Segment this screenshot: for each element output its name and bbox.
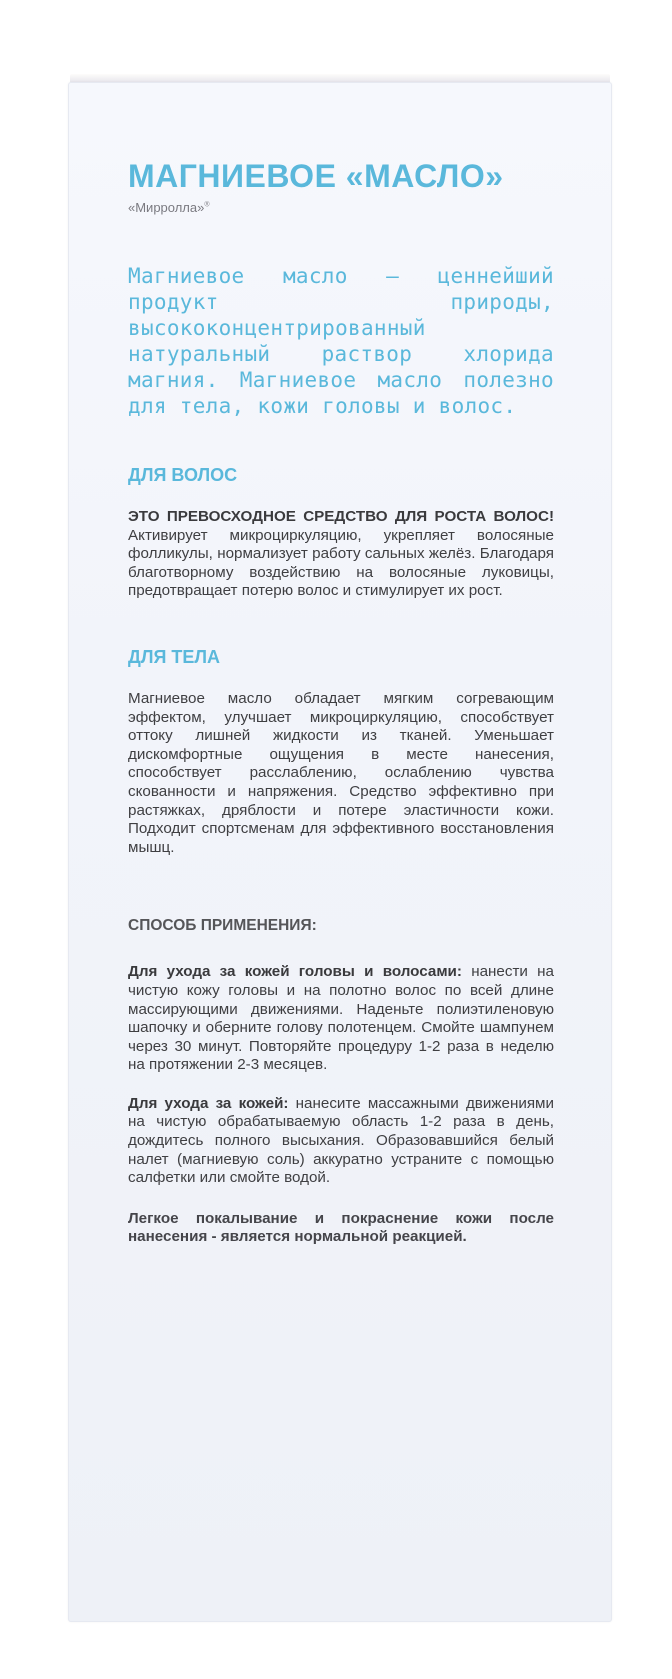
scalp-usage-text: нанести на чистую кожу головы и на полотно волос по всей длине массирующими движениями. Наденьте полиэтиленовую шапочку и оберните голову полотенцем. Смойте шампунем через 30 минут. Повторяйте процедуру 1-2 раза в неделю на протяжении 2-3 месяцев. (128, 963, 554, 1074)
package-text-content (128, 160, 554, 1247)
body-heading: ДЛЯ ТЕЛА (128, 646, 221, 667)
scalp-usage-paragraph (128, 963, 554, 1075)
product-title: МАГНИЕВОЕ «МАСЛО» (128, 158, 504, 194)
skin-usage-paragraph (128, 1095, 554, 1188)
hair-lead: ЭТО ПРЕВОСХОДНОЕ СРЕДСТВО ДЛЯ РОСТА ВОЛОС! (128, 508, 554, 525)
brand-label: «Мирролла» (128, 200, 205, 215)
registered-mark: ® (204, 201, 210, 209)
paragraph-gap (128, 1075, 554, 1095)
scalp-usage-lead: Для ухода за кожей головы и волосами: (128, 963, 462, 981)
hair-paragraph (128, 508, 554, 601)
hair-heading: ДЛЯ ВОЛОС (128, 465, 238, 485)
skin-usage-text: нанесите массажными движениями на чистую обрабатываемую область 1-2 раза в день, дождитесь полного высыхания. Образовавшийся белый налет (магниевую соль) аккуратно устраните с помощью салфетки или смойте водой. (128, 1094, 554, 1187)
skin-usage-lead: Для ухода за кожей: (128, 1094, 289, 1112)
brand-name (128, 200, 554, 215)
intro-paragraph: Магниевое масло – ценнейший продукт природы, высококонцентрированный натуральный раствор хлорида магния. Магниевое масло полезно для тела, кожи головы и волос. (128, 264, 554, 418)
hair-text: Активирует микроциркуляцию, укрепляет волосяные фолликулы, нормализует работу сальных желёз. Благодаря благотворному воздействию на волосяные луковицы, предотвращает потерю волос и стимулирует их рост. (128, 526, 554, 600)
usage-heading: СПОСОБ ПРИМЕНЕНИЯ: (128, 917, 317, 935)
body-paragraph: Магниевое масло обладает мягким согревающим эффектом, улучшает микроциркуляцию, способствует оттоку лишней жидкости из тканей. Уменьшает дискомфортные ощущения в месте нанесения, способствует расслаблению, ослаблению чувства скованности и напряжения. Средство эффективно при растяжках, дряблости и потере эластичности кожи. Подходит спортсменам для эффективного восстановления мышц. (128, 689, 554, 856)
reaction-note: Легкое покалывание и покраснение кожи после нанесения - является нормальной реакцией. (128, 1209, 554, 1246)
